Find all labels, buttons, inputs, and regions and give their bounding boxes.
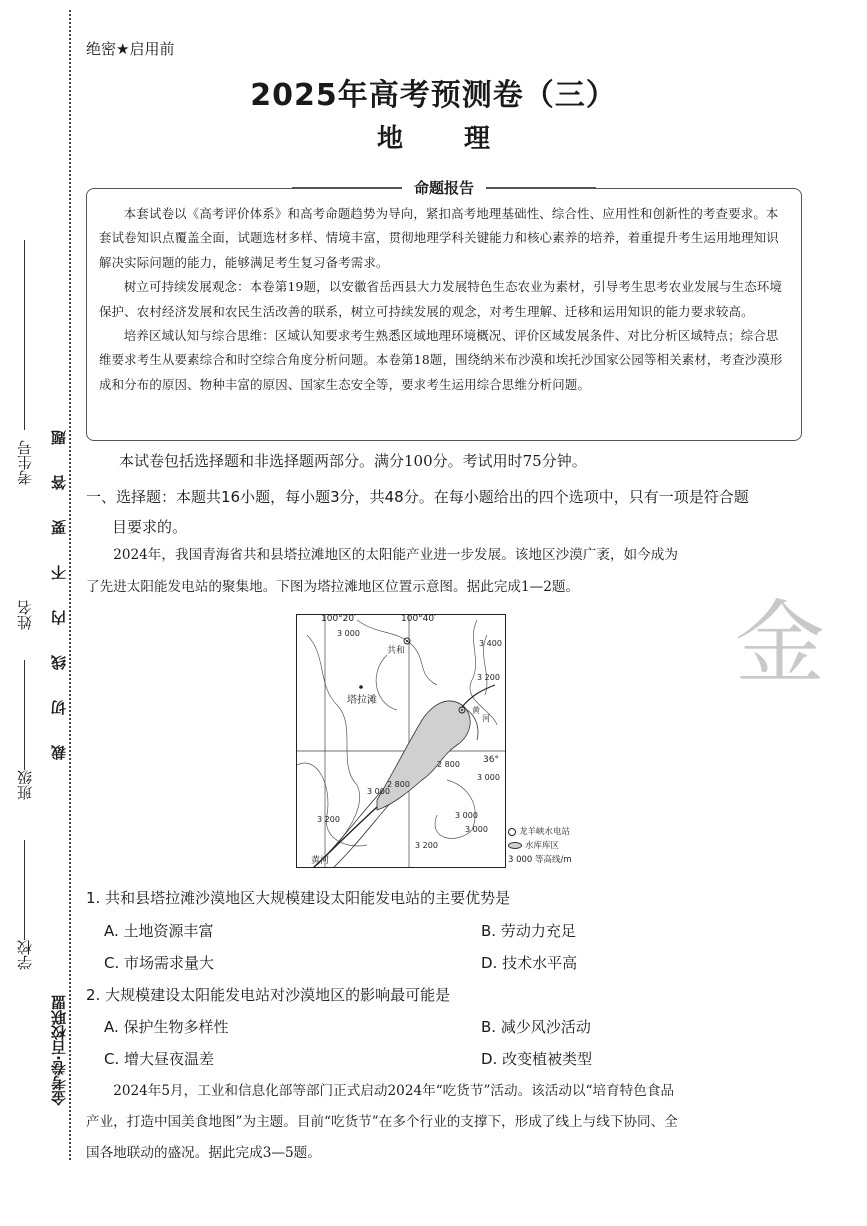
- class-field[interactable]: [24, 840, 25, 940]
- report-title: 命题报告: [402, 177, 486, 198]
- gonghe-label: 共和: [387, 646, 406, 656]
- contour-value: 3 200: [415, 841, 438, 850]
- section-heading: [86, 482, 806, 542]
- contour-value: 3 000: [465, 825, 488, 834]
- river-label: 河: [482, 714, 490, 723]
- option-c[interactable]: C. 增大昼夜温差: [104, 1050, 215, 1068]
- section-heading-line: 一、选择题：本题共16小题，每小题3分，共48分。在每小题给出的四个选项中，只有一项是符合题: [86, 488, 749, 506]
- passage-line: 产业，打造中国美食地图”为主题。目前“吃货节”在多个行业的支撑下，形成了线上与线下协同、全: [86, 1114, 678, 1130]
- passage-line: 2024年，我国青海省共和县塔拉滩地区的太阳能产业进一步发展。该地区沙漠广袤，如今成为: [113, 547, 678, 563]
- option-d[interactable]: D. 技术水平高: [481, 954, 578, 972]
- seal-notice: 裁切线内不要答题: [50, 400, 68, 760]
- talatan-location-map: [296, 614, 506, 868]
- lon-label: 100°40′: [401, 614, 437, 624]
- passage-line: 了先进太阳能发电站的聚集地。下图为塔拉滩地区位置示意图。据此完成1—2题。: [86, 579, 580, 595]
- option-a[interactable]: A. 保护生物多样性: [104, 1018, 229, 1036]
- option-c[interactable]: C. 市场需求量大: [104, 954, 215, 972]
- alliance-label: 金考卷·百校联盟: [50, 995, 68, 1106]
- contour-line: [376, 655, 397, 710]
- legend-reservoir: [508, 839, 559, 851]
- contour-value: 3 200: [477, 673, 500, 682]
- binding-cut-line: [69, 10, 71, 1160]
- option-b[interactable]: B. 劳动力充足: [481, 922, 576, 940]
- passage-line: 2024年5月，工业和信息化部等部门正式启动2024年“吃货节”活动。该活动以“培育特色食品: [113, 1083, 675, 1099]
- option-d[interactable]: D. 改变植被类型: [481, 1050, 593, 1068]
- report-paragraph: 培养区域认知与综合思维：区域认知要求考生熟悉区域地理环境概况、评价区域发展条件、对比分析区域特点；综合思维要求考生从要素综合和时空综合角度分析问题。本卷第18题，围绕纳米布沙漠和埃托沙国家公园等相关素材，考查沙漠形成和分布的原因、物种丰富的原因、国家生态安全等，要求考生运用综合思维分析问题。: [99, 328, 783, 392]
- name-field[interactable]: [24, 660, 25, 770]
- section-heading-line: 目要求的。: [112, 518, 188, 536]
- contour-value: 3 000: [337, 629, 360, 638]
- option-b[interactable]: B. 减少风沙活动: [481, 1018, 591, 1036]
- report-paragraph: 本套试卷以《高考评价体系》和高考命题趋势为导向，紧扣高考地理基础性、综合性、应用性和创新性的考查要求。本套试卷知识点覆盖全面，试题选材多样、情境丰富，贯彻地理学科关键能力和核心素养的培养，着重提升考生运用地理知识解决实际问题的能力，能够满足考生复习备考需求。: [99, 206, 779, 270]
- contour-value: 3 000: [477, 773, 500, 782]
- legend-station-label: 龙羊峡水电站: [519, 827, 571, 837]
- lat-label: 36°: [483, 755, 499, 765]
- id-label: 考生号: [16, 440, 34, 485]
- subject-title: 地 理: [376, 124, 517, 154]
- talatan-marker: [359, 685, 363, 689]
- river-label: 黄河: [311, 856, 330, 866]
- passage-line: 国各地联动的盛况。据此完成3—5题。: [86, 1145, 321, 1161]
- reservoir-icon: [508, 842, 522, 849]
- id-field[interactable]: [24, 240, 25, 430]
- question-stem: 1. 共和县塔拉滩沙漠地区大规模建设太阳能发电站的主要优势是: [86, 889, 511, 907]
- name-label: 姓名: [16, 600, 34, 630]
- contour-line: [297, 763, 367, 846]
- talatan-label: 塔拉滩: [347, 695, 377, 706]
- legend-station: [508, 825, 570, 837]
- contour-value: 2 800: [437, 760, 460, 769]
- reservoir-area: [377, 701, 470, 810]
- watermark-logo: 金: [735, 591, 825, 696]
- contour-value: 2 800: [387, 780, 410, 789]
- question-stem: 2. 大规模建设太阳能发电站对沙漠地区的影响最可能是: [86, 986, 451, 1004]
- legend-reservoir-label: 水库库区: [525, 841, 560, 851]
- contour-value: 3 000: [455, 811, 478, 820]
- confidential-label: 绝密★启用前: [86, 40, 175, 58]
- station-icon: [508, 828, 516, 836]
- report-paragraph: 树立可持续发展观念：本卷第19题，以安徽省岳西县大力发展特色生态农业为素材，引导考生思考农业发展与生态环境保护、农村经济发展和农民生活改善的联系，树立可持续发展的观念，对考生理解、迁移和运用知识的能力要求较高。: [99, 279, 783, 319]
- contour-value: 3 200: [317, 815, 340, 824]
- lon-label: 100°20′: [321, 614, 357, 624]
- exam-intro: 本试卷包括选择题和非选择题两部分。满分100分。考试用时75分钟。: [119, 452, 587, 470]
- option-a[interactable]: A. 土地资源丰富: [104, 922, 214, 940]
- exam-title: 2025年高考预测卷（三）: [250, 78, 617, 113]
- contour-value: 3 000: [367, 787, 390, 796]
- river-label: 黄: [472, 706, 480, 715]
- legend-contour: 3 000 等高线/m: [508, 855, 572, 865]
- class-label: 班级: [16, 770, 34, 800]
- school-label: 学校: [16, 940, 34, 970]
- contour-value: 3 400: [479, 639, 502, 648]
- design-report-box: [86, 179, 802, 441]
